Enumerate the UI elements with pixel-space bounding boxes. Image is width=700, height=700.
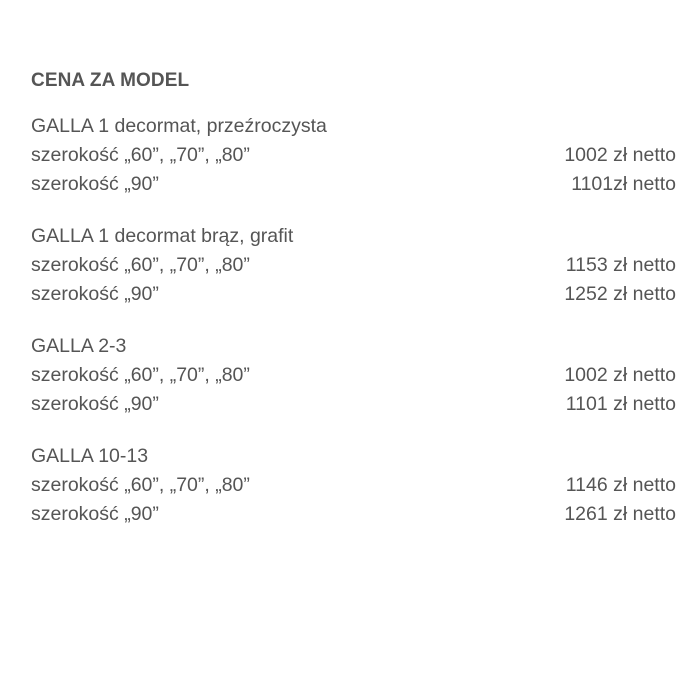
price-value: 1101zł netto <box>571 173 676 195</box>
width-label: szerokość „60”, „70”, „80” <box>31 254 250 276</box>
width-label: szerokość „60”, „70”, „80” <box>31 474 250 496</box>
width-label: szerokość „90” <box>31 503 159 525</box>
price-row <box>31 170 676 199</box>
price-value: 1002 zł netto <box>564 144 676 166</box>
model-group-galla-2-3 <box>31 332 676 419</box>
price-row <box>31 390 676 419</box>
price-row <box>31 361 676 390</box>
model-title: GALLA 2-3 <box>31 335 127 357</box>
price-row <box>31 251 676 280</box>
price-value: 1146 zł netto <box>565 474 676 496</box>
model-title: GALLA 1 decormat, przeźroczysta <box>31 115 327 137</box>
price-row <box>31 141 676 170</box>
price-list-heading: CENA ZA MODEL <box>31 70 190 91</box>
width-label: szerokość „90” <box>31 393 159 415</box>
model-title: GALLA 1 decormat brąz, grafit <box>31 225 294 247</box>
model-group-galla-1-bronze-graphite <box>31 222 676 309</box>
price-value: 1261 zł netto <box>564 503 676 525</box>
width-label: szerokość „90” <box>31 283 159 305</box>
price-row <box>31 500 676 529</box>
width-label: szerokość „90” <box>31 173 159 195</box>
model-group-galla-1-transparent <box>31 112 676 199</box>
width-label: szerokość „60”, „70”, „80” <box>31 364 250 386</box>
price-list <box>31 66 676 552</box>
model-group-galla-10-13 <box>31 442 676 529</box>
price-value: 1252 zł netto <box>564 283 676 305</box>
model-title: GALLA 10-13 <box>31 445 149 467</box>
price-value: 1002 zł netto <box>564 364 676 386</box>
width-label: szerokość „60”, „70”, „80” <box>31 144 250 166</box>
price-value: 1153 zł netto <box>565 254 676 276</box>
price-value: 1101 zł netto <box>565 393 676 415</box>
price-row <box>31 280 676 309</box>
price-row <box>31 471 676 500</box>
